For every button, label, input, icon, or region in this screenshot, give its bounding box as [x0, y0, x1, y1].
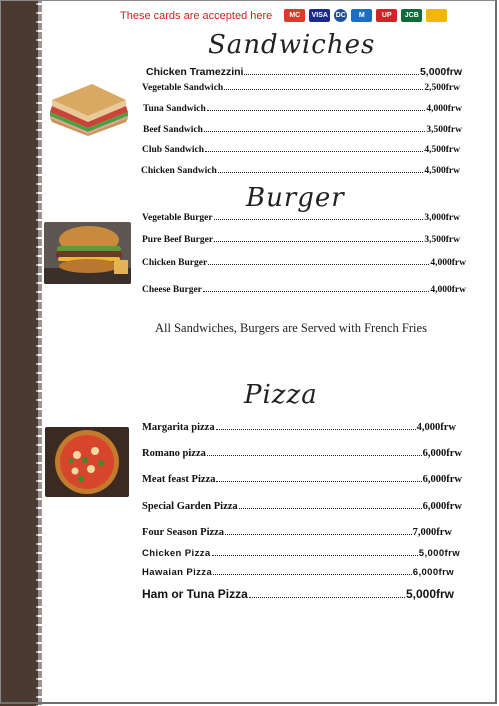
- visa-icon: VISA: [309, 9, 330, 22]
- item-name: Margarita pizza: [142, 422, 215, 433]
- dot-leader: [218, 171, 424, 173]
- dot-leader: [205, 150, 423, 152]
- item-name: Chicken Sandwich: [141, 166, 217, 176]
- accepted-cards-row: [120, 9, 447, 22]
- item-name: Vegetable Sandwich: [142, 83, 224, 93]
- item-price: 7,000frw: [412, 527, 452, 538]
- jcb-icon: JCB: [401, 9, 422, 22]
- menu-item-row: [142, 567, 454, 578]
- accepted-cards-text: These cards are accepted here: [120, 9, 273, 22]
- fries-note: All Sandwiches, Burgers are Served with French Fries: [155, 321, 427, 335]
- menu-item-row: [142, 587, 454, 601]
- menu-item-row: [142, 422, 456, 433]
- item-name: Chicken Tramezzini: [146, 66, 244, 78]
- item-name: Cheese Burger: [142, 285, 202, 295]
- menu-item-row: [142, 448, 462, 459]
- item-price: 3,500frw: [426, 125, 462, 135]
- dot-leader: [212, 554, 418, 556]
- dot-leader: [204, 130, 425, 132]
- item-price: 3,500frw: [424, 235, 460, 245]
- item-name: Four Season Pizza: [142, 527, 225, 538]
- menu-item-row: [142, 145, 460, 155]
- menu-item-row: [142, 258, 466, 268]
- item-name: Special Garden Pizza: [142, 501, 238, 512]
- dot-leader: [207, 109, 426, 111]
- item-name: Beef Sandwich: [143, 125, 203, 135]
- menu-item-row: [142, 501, 462, 512]
- dot-leader: [224, 88, 423, 90]
- item-price: 6,000frw: [422, 474, 462, 485]
- item-price: 6,000frw: [422, 448, 462, 459]
- item-price: 4,000frw: [426, 104, 462, 114]
- item-price: 5,000frw: [418, 548, 460, 559]
- dot-leader: [239, 507, 422, 509]
- menu-item-row: [146, 66, 462, 78]
- item-price: 4,000frw: [430, 285, 466, 295]
- unionpay-icon: UP: [376, 9, 397, 22]
- menu-item-row: [142, 285, 466, 295]
- item-name: Club Sandwich: [142, 145, 205, 155]
- item-price: 4,500frw: [424, 145, 460, 155]
- item-price: 5,000frw: [405, 587, 454, 601]
- dot-leader: [207, 454, 422, 456]
- sandwich-photo: [44, 76, 130, 138]
- item-price: 4,000frw: [416, 422, 456, 433]
- menu-item-row: [142, 83, 460, 93]
- menu-item-row: [142, 548, 460, 559]
- pizza-title: Pizza: [244, 380, 318, 410]
- item-name: Chicken Pizza: [142, 548, 211, 559]
- menu-item-row: [143, 125, 462, 135]
- menu-item-row: [142, 527, 452, 538]
- diners-club-icon: DC: [334, 9, 347, 22]
- dot-leader: [203, 290, 429, 292]
- dot-leader: [214, 240, 423, 242]
- burger-photo: [44, 222, 131, 284]
- dot-leader: [249, 596, 405, 598]
- other-card-icon: [426, 9, 447, 22]
- mastercard-icon: MC: [284, 9, 305, 22]
- item-price: 4,000frw: [430, 258, 466, 268]
- menu-item-row: [142, 474, 462, 485]
- item-name: Chicken Burger: [142, 258, 208, 268]
- burger-title: Burger: [246, 183, 345, 213]
- maestro-icon: M: [351, 9, 372, 22]
- pizza-photo: [45, 427, 129, 497]
- dot-leader: [208, 263, 429, 265]
- menu-item-row: [141, 166, 460, 176]
- item-name: Pure Beef Burger: [142, 235, 214, 245]
- dot-leader: [244, 73, 419, 75]
- item-price: 3,000frw: [424, 213, 460, 223]
- item-price: 5,000frw: [419, 66, 462, 78]
- item-price: 6,000frw: [422, 501, 462, 512]
- dot-leader: [225, 533, 412, 535]
- dot-leader: [216, 428, 416, 430]
- item-name: Meat feast Pizza: [142, 474, 216, 485]
- menu-item-row: [142, 213, 460, 223]
- item-name: Hawaian Pizza: [142, 567, 213, 578]
- item-name: Vegetable Burger: [142, 213, 213, 223]
- menu-item-row: [142, 235, 460, 245]
- menu-item-row: [143, 104, 462, 114]
- item-price: 4,500frw: [424, 166, 460, 176]
- item-name: Ham or Tuna Pizza: [142, 587, 248, 601]
- dot-leader: [216, 480, 421, 482]
- sandwiches-title: Sandwiches: [208, 30, 376, 60]
- item-price: 2,500frw: [424, 83, 460, 93]
- item-price: 6,000frw: [412, 567, 454, 578]
- dot-leader: [213, 573, 412, 575]
- item-name: Romano pizza: [142, 448, 206, 459]
- dot-leader: [214, 218, 424, 220]
- item-name: Tuna Sandwich: [143, 104, 206, 114]
